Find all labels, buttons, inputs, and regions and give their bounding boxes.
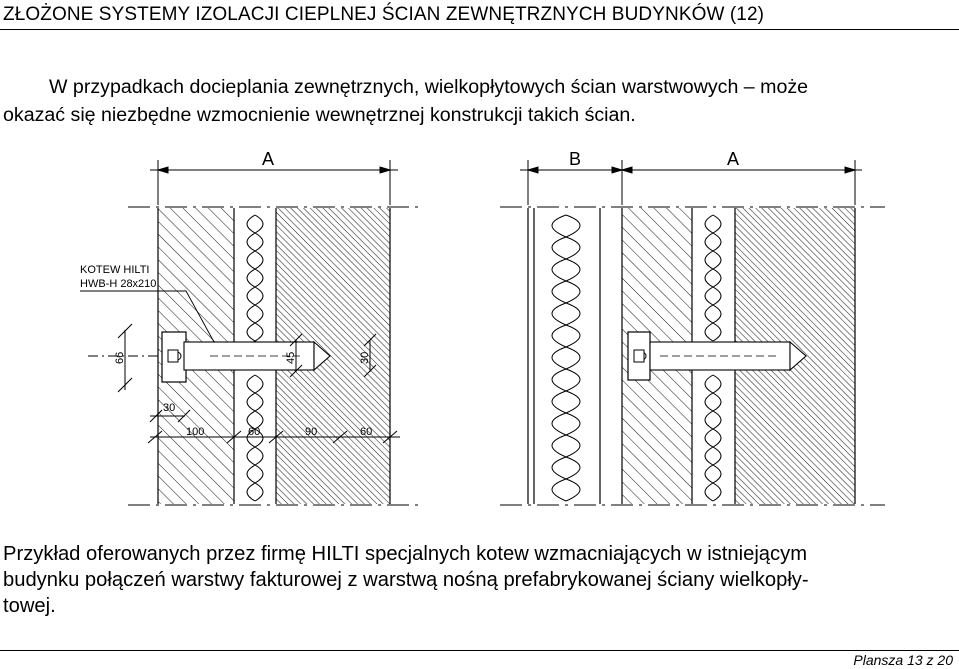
dim-100: 100 bbox=[186, 426, 205, 438]
dim-60-b: 60 bbox=[360, 426, 373, 438]
section-label-a-left: A bbox=[262, 149, 275, 169]
page-number: Plansza 13 z 20 bbox=[853, 652, 953, 668]
dim-30-right: 30 bbox=[359, 351, 371, 364]
left-wall-section bbox=[158, 208, 390, 504]
dim-66: 66 bbox=[114, 351, 126, 364]
top-dimension-lines bbox=[150, 160, 862, 205]
footer-rule bbox=[0, 650, 959, 651]
caption-line-3: towej. bbox=[3, 595, 56, 617]
dim-90: 90 bbox=[305, 426, 318, 438]
section-label-b: B bbox=[569, 149, 582, 169]
intro-line-2: okazać się niezbędne wzmocnienie wewnętrznej konstrukcji takich ścian. bbox=[3, 104, 636, 126]
right-wall-section bbox=[528, 208, 855, 504]
caption-line-1: Przykład oferowanych przez firmę HILTI specjalnych kotew wzmacniających w istniejącym bbox=[3, 543, 808, 565]
anchor-label-line-1: KOTEW HILTI bbox=[80, 264, 150, 276]
caption-paragraph bbox=[3, 541, 951, 619]
caption-line-2: budynku połączeń warstwy fakturowej z warstwą nośną prefabrykowanej ściany wielkopły- bbox=[3, 569, 809, 591]
page-title: ZŁOŻONE SYSTEMY IZOLACJI CIEPLNEJ ŚCIAN ZEWNĘTRZNYCH BUDYNKÓW (12) bbox=[3, 4, 765, 25]
dim-30-bottom: 30 bbox=[163, 402, 176, 414]
section-label-a-right: A bbox=[727, 149, 740, 169]
intro-line-1: W przypadkach docieplania zewnętrznych, wielkopłytowych ścian warstwowych – może bbox=[49, 76, 809, 98]
dim-60-a: 60 bbox=[248, 426, 261, 438]
dim-45: 45 bbox=[285, 351, 297, 364]
anchor-label-line-2: HWB-H 28x210 bbox=[80, 278, 157, 290]
